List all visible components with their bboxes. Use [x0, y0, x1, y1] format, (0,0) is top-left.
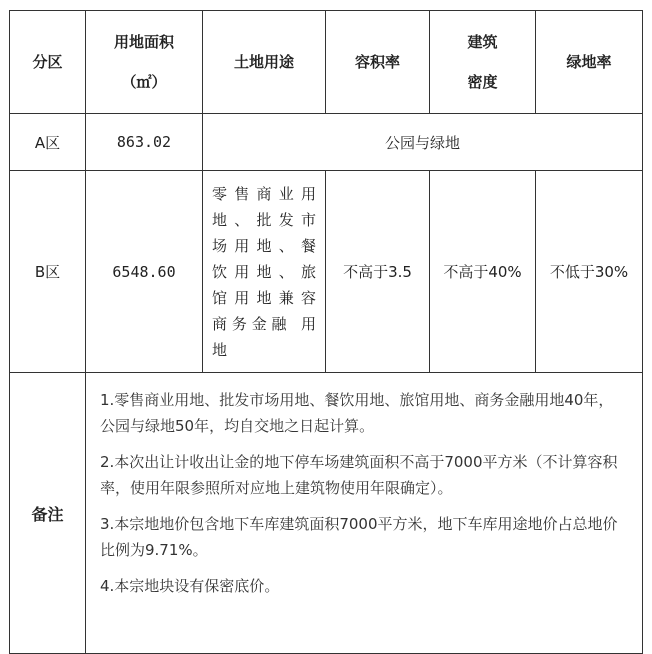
notes-row — [10, 373, 643, 654]
header-far: 容积率 — [326, 11, 430, 114]
zone-cell: A区 — [10, 114, 86, 171]
header-green: 绿地率 — [536, 11, 643, 114]
use-line: 馆用地兼容 — [212, 288, 316, 307]
density-cell: 不高于40% — [430, 171, 536, 373]
table-row-a — [10, 114, 643, 171]
zone-cell: B区 — [10, 171, 86, 373]
use-line: 地、批发市 — [212, 210, 316, 229]
area-cell: 863.02 — [86, 114, 203, 171]
far-cell: 不高于3.5 — [326, 171, 430, 373]
header-row — [10, 11, 643, 114]
table-row-b — [10, 171, 643, 373]
area-cell: 6548.60 — [86, 171, 203, 373]
use-cell: 公园与绿地 — [203, 114, 643, 171]
header-area-title: 用地面积 — [113, 33, 174, 51]
note-item: 1.零售商业用地、批发市场用地、餐饮用地、旅馆用地、商务金融用地40年，公园与绿地50年，均自交地之日起计算。 — [100, 391, 614, 435]
use-line: 地 — [212, 340, 228, 359]
note-item: 3.本宗地地价包含地下车库建筑面积7000平方米，地下车库用途地价占总地价比例为9.71%。 — [100, 515, 618, 559]
use-cell — [203, 171, 326, 373]
use-line: 饮用地、旅 — [212, 262, 316, 281]
header-area-unit: （㎡） — [121, 73, 167, 91]
header-use: 土地用途 — [203, 11, 326, 114]
header-area — [86, 11, 203, 114]
use-line: 场用地、餐 — [212, 236, 316, 255]
use-line: 零售商业用 — [212, 184, 316, 203]
land-parcel-table — [9, 10, 643, 654]
use-line: 商务金融 用 — [212, 314, 316, 333]
notes-label: 备注 — [10, 373, 86, 654]
notes-cell — [86, 373, 643, 654]
header-density-line2: 密度 — [467, 73, 498, 91]
note-item: 2.本次出让计收出让金的地下停车场建筑面积不高于7000平方米（不计算容积率，使用年限参照所对应地上建筑物使用年限确定）。 — [100, 453, 618, 497]
header-density — [430, 11, 536, 114]
note-item: 4.本宗地块设有保密底价。 — [100, 577, 280, 595]
header-zone: 分区 — [10, 11, 86, 114]
header-density-line1: 建筑 — [467, 33, 498, 51]
green-cell: 不低于30% — [536, 171, 643, 373]
